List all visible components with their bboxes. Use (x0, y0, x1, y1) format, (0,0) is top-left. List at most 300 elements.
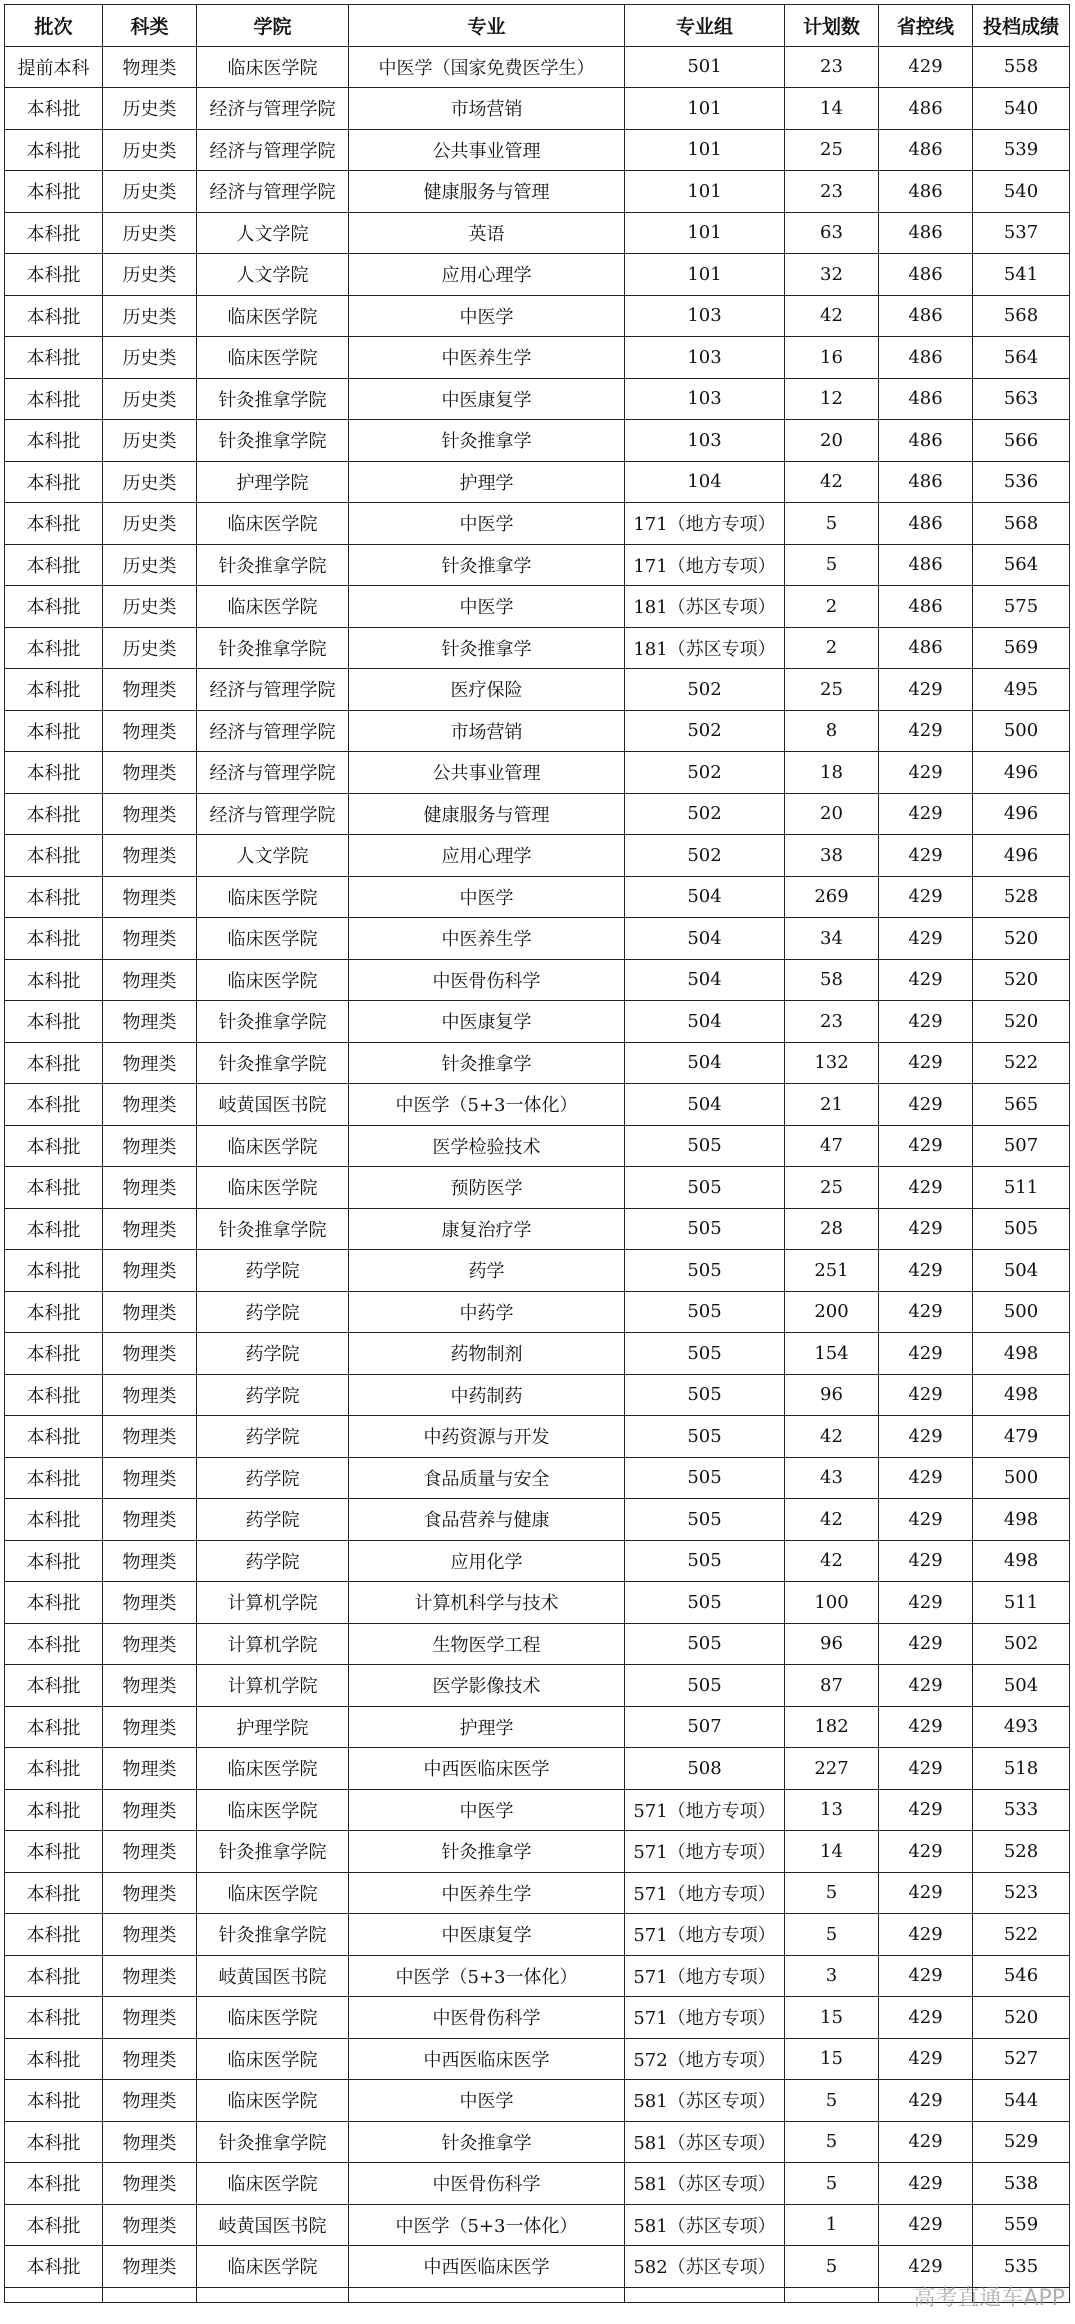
table-cell: 针灸推拿学院 (197, 1831, 349, 1873)
table-cell: 历史类 (103, 544, 197, 586)
table-cell: 物理类 (103, 1042, 197, 1084)
table-cell: 479 (973, 1416, 1070, 1458)
table-cell: 501 (625, 46, 785, 88)
table-cell: 中西医临床医学 (349, 1748, 625, 1790)
table-cell: 154 (785, 1333, 879, 1375)
table-cell: 岐黄国医书院 (197, 2204, 349, 2246)
table-row (5, 1623, 1070, 1665)
table-cell: 227 (785, 1748, 879, 1790)
table-cell: 本科批 (5, 918, 103, 960)
table-cell: 429 (879, 1042, 973, 1084)
table-cell: 康复治疗学 (349, 1208, 625, 1250)
table-cell: 中医学 (349, 295, 625, 337)
table-cell: 临床医学院 (197, 2080, 349, 2122)
table-cell: 本科批 (5, 1374, 103, 1416)
table-cell: 物理类 (103, 876, 197, 918)
table-cell: 针灸推拿学 (349, 2121, 625, 2163)
table-cell: 496 (973, 752, 1070, 794)
table-cell: 药学院 (197, 1457, 349, 1499)
table-cell: 物理类 (103, 2080, 197, 2122)
table-cell: 5 (785, 544, 879, 586)
table-cell: 502 (625, 835, 785, 877)
table-cell: 临床医学院 (197, 2038, 349, 2080)
table-cell: 429 (879, 793, 973, 835)
table-row (5, 2163, 1070, 2205)
table-cell: 5 (785, 503, 879, 545)
table-cell: 507 (625, 1706, 785, 1748)
table-cell: 42 (785, 1416, 879, 1458)
table-row (5, 1374, 1070, 1416)
table-cell: 药学院 (197, 1540, 349, 1582)
table-cell: 502 (625, 752, 785, 794)
table-cell: 528 (973, 876, 1070, 918)
table-cell: 505 (625, 1665, 785, 1707)
table-row (5, 88, 1070, 130)
table-cell (349, 2287, 625, 2302)
table-cell: 本科批 (5, 1665, 103, 1707)
table-cell: 本科批 (5, 1955, 103, 1997)
table-cell: 535 (973, 2246, 1070, 2288)
table-cell: 历史类 (103, 88, 197, 130)
table-cell: 495 (973, 669, 1070, 711)
table-cell: 本科批 (5, 876, 103, 918)
table-cell: 429 (879, 1914, 973, 1956)
table-row-partial (5, 2287, 1070, 2302)
table-cell: 505 (625, 1250, 785, 1292)
table-row (5, 212, 1070, 254)
table-cell: 本科批 (5, 503, 103, 545)
header-cell: 科类 (103, 5, 197, 47)
table-cell: 临床医学院 (197, 295, 349, 337)
table-cell: 558 (973, 46, 1070, 88)
table-cell: 540 (973, 88, 1070, 130)
table-cell: 486 (879, 212, 973, 254)
table-cell: 临床医学院 (197, 586, 349, 628)
table-cell: 临床医学院 (197, 2246, 349, 2288)
table-row (5, 461, 1070, 503)
table-row (5, 1084, 1070, 1126)
table-cell: 520 (973, 918, 1070, 960)
table-cell: 429 (879, 1665, 973, 1707)
table-cell: 505 (625, 1457, 785, 1499)
header-cell: 省控线 (879, 5, 973, 47)
table-cell: 486 (879, 171, 973, 213)
table-cell: 505 (625, 1167, 785, 1209)
table-cell: 临床医学院 (197, 1748, 349, 1790)
table-cell: 中医学 (349, 2080, 625, 2122)
table-cell: 本科批 (5, 1125, 103, 1167)
table-cell: 护理学 (349, 461, 625, 503)
table-cell: 本科批 (5, 2163, 103, 2205)
table-cell: 本科批 (5, 1540, 103, 1582)
table-row (5, 1955, 1070, 1997)
table-cell: 本科批 (5, 2121, 103, 2163)
table-cell: 486 (879, 627, 973, 669)
table-cell: 食品营养与健康 (349, 1499, 625, 1541)
table-cell: 103 (625, 378, 785, 420)
table-cell: 健康服务与管理 (349, 171, 625, 213)
header-row (5, 5, 1070, 47)
table-cell: 25 (785, 129, 879, 171)
table-cell: 护理学 (349, 1706, 625, 1748)
table-cell: 504 (625, 1084, 785, 1126)
table-cell: 504 (625, 918, 785, 960)
table-cell: 中医康复学 (349, 378, 625, 420)
table-cell: 物理类 (103, 1748, 197, 1790)
table-cell: 32 (785, 254, 879, 296)
table-cell: 历史类 (103, 420, 197, 462)
table-cell: 本科批 (5, 2080, 103, 2122)
table-cell: 本科批 (5, 171, 103, 213)
table-cell: 历史类 (103, 212, 197, 254)
table-cell: 518 (973, 1748, 1070, 1790)
table-cell: 本科批 (5, 461, 103, 503)
table-cell: 505 (625, 1416, 785, 1458)
table-cell: 505 (625, 1540, 785, 1582)
table-cell: 486 (879, 461, 973, 503)
table-cell: 经济与管理学院 (197, 88, 349, 130)
table-cell: 经济与管理学院 (197, 752, 349, 794)
table-cell: 本科批 (5, 1084, 103, 1126)
table-cell: 563 (973, 378, 1070, 420)
table-cell: 429 (879, 1084, 973, 1126)
table-cell: 本科批 (5, 1582, 103, 1624)
table-cell: 505 (625, 1333, 785, 1375)
table-cell: 486 (879, 544, 973, 586)
table-cell: 公共事业管理 (349, 129, 625, 171)
table-cell: 529 (973, 2121, 1070, 2163)
table-cell: 96 (785, 1374, 879, 1416)
table-cell: 103 (625, 337, 785, 379)
table-cell: 本科批 (5, 212, 103, 254)
table-cell: 540 (973, 171, 1070, 213)
table-cell: 505 (625, 1125, 785, 1167)
table-cell: 429 (879, 1997, 973, 2039)
table-cell: 429 (879, 1291, 973, 1333)
table-cell: 中医学（5+3一体化） (349, 2204, 625, 2246)
table-cell: 5 (785, 1872, 879, 1914)
table-cell: 12 (785, 378, 879, 420)
table-cell: 临床医学院 (197, 1167, 349, 1209)
table-row (5, 752, 1070, 794)
table-cell: 物理类 (103, 2163, 197, 2205)
table-cell: 市场营销 (349, 88, 625, 130)
table-cell: 16 (785, 337, 879, 379)
table-cell: 针灸推拿学 (349, 1831, 625, 1873)
table-cell: 42 (785, 1499, 879, 1541)
table-cell: 计算机科学与技术 (349, 1582, 625, 1624)
table-cell: 486 (879, 88, 973, 130)
table-cell: 181（苏区专项） (625, 586, 785, 628)
table-cell: 中医康复学 (349, 1914, 625, 1956)
table-cell: 43 (785, 1457, 879, 1499)
table-cell: 物理类 (103, 1416, 197, 1458)
table-cell: 本科批 (5, 1706, 103, 1748)
table-cell: 本科批 (5, 1499, 103, 1541)
table-cell: 本科批 (5, 1914, 103, 1956)
table-cell: 539 (973, 129, 1070, 171)
table-cell: 提前本科 (5, 46, 103, 88)
table-cell: 临床医学院 (197, 876, 349, 918)
table-cell: 临床医学院 (197, 46, 349, 88)
table-cell: 498 (973, 1499, 1070, 1541)
table-cell: 中医养生学 (349, 337, 625, 379)
table-cell: 本科批 (5, 378, 103, 420)
table-row (5, 1582, 1070, 1624)
table-cell: 药学院 (197, 1416, 349, 1458)
table-cell: 25 (785, 669, 879, 711)
table-cell: 医学检验技术 (349, 1125, 625, 1167)
table-cell: 582（苏区专项） (625, 2246, 785, 2288)
watermark: 高考直通车APP (913, 2286, 1065, 2311)
table-cell: 物理类 (103, 1457, 197, 1499)
table-cell: 护理学院 (197, 1706, 349, 1748)
table-cell: 429 (879, 1125, 973, 1167)
table-cell: 47 (785, 1125, 879, 1167)
table-cell: 96 (785, 1623, 879, 1665)
table-cell: 物理类 (103, 959, 197, 1001)
table-row (5, 627, 1070, 669)
table-cell: 496 (973, 793, 1070, 835)
table-cell: 528 (973, 1831, 1070, 1873)
table-cell: 中西医临床医学 (349, 2246, 625, 2288)
table-cell: 本科批 (5, 627, 103, 669)
table-cell (625, 2287, 785, 2302)
table-cell (197, 2287, 349, 2302)
table-cell: 571（地方专项） (625, 1914, 785, 1956)
table-cell: 计算机学院 (197, 1623, 349, 1665)
table-cell: 8 (785, 710, 879, 752)
table-cell: 1 (785, 2204, 879, 2246)
table-cell: 429 (879, 1333, 973, 1375)
table-cell: 571（地方专项） (625, 1997, 785, 2039)
table-cell: 132 (785, 1042, 879, 1084)
table-cell: 本科批 (5, 835, 103, 877)
table-cell: 581（苏区专项） (625, 2121, 785, 2163)
table-cell: 3 (785, 1955, 879, 1997)
table-cell: 429 (879, 2080, 973, 2122)
table-cell: 历史类 (103, 129, 197, 171)
table-cell: 本科批 (5, 1623, 103, 1665)
table-cell: 541 (973, 254, 1070, 296)
table-cell: 本科批 (5, 2038, 103, 2080)
table-cell (5, 2287, 103, 2302)
table-cell: 本科批 (5, 88, 103, 130)
table-cell: 429 (879, 1789, 973, 1831)
table-cell: 临床医学院 (197, 1997, 349, 2039)
table-cell: 临床医学院 (197, 1872, 349, 1914)
table-cell: 物理类 (103, 1665, 197, 1707)
table-cell (103, 2287, 197, 2302)
table-cell: 中医骨伤科学 (349, 2163, 625, 2205)
table-cell: 物理类 (103, 1997, 197, 2039)
table-cell: 本科批 (5, 420, 103, 462)
table-row (5, 1042, 1070, 1084)
table-cell: 5 (785, 2121, 879, 2163)
table-cell: 医学影像技术 (349, 1665, 625, 1707)
table-cell: 针灸推拿学 (349, 1042, 625, 1084)
table-cell: 429 (879, 835, 973, 877)
table-cell: 历史类 (103, 171, 197, 213)
table-cell: 520 (973, 959, 1070, 1001)
table-cell: 14 (785, 88, 879, 130)
table-cell: 511 (973, 1167, 1070, 1209)
table-cell: 2 (785, 586, 879, 628)
table-row (5, 503, 1070, 545)
table-cell: 人文学院 (197, 212, 349, 254)
table-row (5, 420, 1070, 462)
table-cell: 本科批 (5, 1250, 103, 1292)
table-row (5, 544, 1070, 586)
table-row (5, 1748, 1070, 1790)
table-cell: 本科批 (5, 1291, 103, 1333)
table-cell: 522 (973, 1914, 1070, 1956)
table-cell: 14 (785, 1831, 879, 1873)
table-cell: 429 (879, 710, 973, 752)
table-cell: 中医学 (349, 1789, 625, 1831)
table-cell: 429 (879, 2121, 973, 2163)
table-cell: 507 (973, 1125, 1070, 1167)
table-cell: 市场营销 (349, 710, 625, 752)
table-cell: 520 (973, 1001, 1070, 1043)
table-cell: 物理类 (103, 1250, 197, 1292)
table-cell: 中医康复学 (349, 1001, 625, 1043)
table-cell: 486 (879, 129, 973, 171)
table-cell: 物理类 (103, 1084, 197, 1126)
table-cell: 本科批 (5, 1457, 103, 1499)
table-cell: 523 (973, 1872, 1070, 1914)
table-cell: 本科批 (5, 752, 103, 794)
table-cell: 25 (785, 1167, 879, 1209)
table-cell: 历史类 (103, 586, 197, 628)
table-cell: 针灸推拿学院 (197, 627, 349, 669)
table-cell: 486 (879, 503, 973, 545)
table-cell: 计算机学院 (197, 1665, 349, 1707)
table-cell: 505 (625, 1582, 785, 1624)
table-cell: 本科批 (5, 710, 103, 752)
table-cell: 504 (625, 876, 785, 918)
table-cell: 物理类 (103, 2121, 197, 2163)
table-cell: 物理类 (103, 1914, 197, 1956)
table-cell: 429 (879, 959, 973, 1001)
table-cell: 101 (625, 88, 785, 130)
table-cell: 预防医学 (349, 1167, 625, 1209)
table-cell: 572（地方专项） (625, 2038, 785, 2080)
table-cell: 565 (973, 1084, 1070, 1126)
table-cell: 429 (879, 2246, 973, 2288)
table-cell: 本科批 (5, 1208, 103, 1250)
table-body (5, 46, 1070, 2302)
table-row (5, 378, 1070, 420)
table-cell: 103 (625, 420, 785, 462)
table-cell: 527 (973, 2038, 1070, 2080)
table-cell: 计算机学院 (197, 1582, 349, 1624)
table-cell: 15 (785, 2038, 879, 2080)
table-cell: 岐黄国医书院 (197, 1084, 349, 1126)
table-cell: 物理类 (103, 835, 197, 877)
table-cell: 针灸推拿学院 (197, 1208, 349, 1250)
table-cell: 针灸推拿学院 (197, 1914, 349, 1956)
table-row (5, 1540, 1070, 1582)
table-cell: 537 (973, 212, 1070, 254)
table-cell: 物理类 (103, 1167, 197, 1209)
table-cell: 23 (785, 171, 879, 213)
table-cell: 486 (879, 586, 973, 628)
table-cell: 505 (625, 1623, 785, 1665)
table-row (5, 1831, 1070, 1873)
table-cell: 581（苏区专项） (625, 2080, 785, 2122)
table-cell: 本科批 (5, 544, 103, 586)
table-cell: 502 (625, 793, 785, 835)
table-cell: 本科批 (5, 1831, 103, 1873)
table-row (5, 171, 1070, 213)
table-cell: 429 (879, 1499, 973, 1541)
table-cell: 本科批 (5, 1333, 103, 1375)
table-cell: 429 (879, 2038, 973, 2080)
table-cell: 针灸推拿学院 (197, 378, 349, 420)
table-cell: 公共事业管理 (349, 752, 625, 794)
table-row (5, 2038, 1070, 2080)
table-cell: 中药资源与开发 (349, 1416, 625, 1458)
table-cell: 505 (625, 1374, 785, 1416)
table-cell: 251 (785, 1250, 879, 1292)
table-cell: 536 (973, 461, 1070, 503)
table-cell: 496 (973, 835, 1070, 877)
table-cell: 575 (973, 586, 1070, 628)
table-cell: 429 (879, 1955, 973, 1997)
table-cell: 物理类 (103, 1706, 197, 1748)
table-cell: 中医学 (349, 586, 625, 628)
table-cell: 历史类 (103, 627, 197, 669)
table-cell: 581（苏区专项） (625, 2163, 785, 2205)
table-cell: 中医养生学 (349, 918, 625, 960)
table-cell: 临床医学院 (197, 918, 349, 960)
table-cell: 429 (879, 1623, 973, 1665)
table-cell: 中西医临床医学 (349, 2038, 625, 2080)
table-cell: 本科批 (5, 1997, 103, 2039)
table-cell: 429 (879, 918, 973, 960)
table-cell: 临床医学院 (197, 2163, 349, 2205)
table-row (5, 46, 1070, 88)
table-cell: 本科批 (5, 959, 103, 1001)
table-row (5, 918, 1070, 960)
table-cell: 571（地方专项） (625, 1872, 785, 1914)
table-cell: 针灸推拿学 (349, 627, 625, 669)
table-cell: 物理类 (103, 1955, 197, 1997)
table-cell: 429 (879, 1706, 973, 1748)
table-row (5, 1333, 1070, 1375)
table-cell: 经济与管理学院 (197, 710, 349, 752)
table-cell: 药学院 (197, 1499, 349, 1541)
table-row (5, 669, 1070, 711)
table-cell: 100 (785, 1582, 879, 1624)
table-cell: 429 (879, 1872, 973, 1914)
table-cell: 临床医学院 (197, 503, 349, 545)
table-cell: 人文学院 (197, 254, 349, 296)
table-cell: 429 (879, 1001, 973, 1043)
table-cell: 571（地方专项） (625, 1831, 785, 1873)
table-cell: 502 (625, 710, 785, 752)
table-cell: 429 (879, 876, 973, 918)
table-row (5, 1208, 1070, 1250)
table-cell: 498 (973, 1374, 1070, 1416)
table-cell: 429 (879, 2163, 973, 2205)
table-cell: 本科批 (5, 1872, 103, 1914)
table-cell: 571（地方专项） (625, 1955, 785, 1997)
table-cell: 564 (973, 544, 1070, 586)
table-row (5, 876, 1070, 918)
table-cell: 物理类 (103, 1291, 197, 1333)
